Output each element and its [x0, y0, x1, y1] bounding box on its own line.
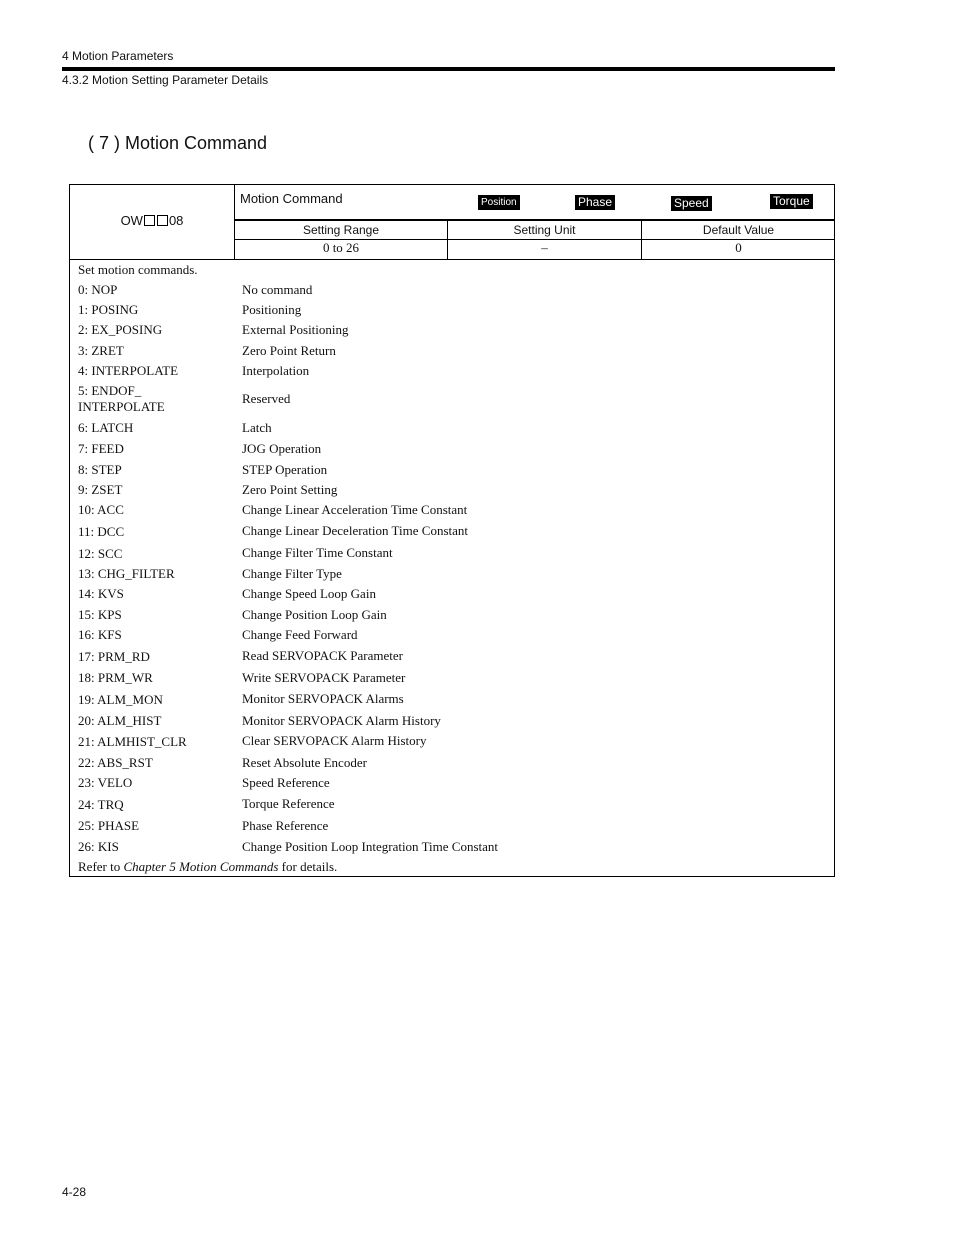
footer-prefix: Refer to: [78, 859, 124, 874]
mode-badge-position: Position: [478, 195, 520, 210]
command-code: 5: ENDOF_ INTERPOLATE: [78, 383, 165, 414]
command-meaning: Torque Reference: [242, 796, 335, 811]
mode-badge-phase: Phase: [575, 195, 615, 210]
command-code: 18: PRM_WR: [78, 670, 153, 685]
command-meaning: Write SERVOPACK Parameter: [242, 670, 406, 685]
command-meaning: Interpolation: [242, 363, 310, 378]
command-code: 4: INTERPOLATE: [78, 363, 179, 378]
command-code: 24: TRQ: [78, 797, 124, 812]
command-code: 9: ZSET: [78, 482, 123, 497]
command-code: 2: EX_POSING: [78, 322, 163, 337]
placeholder-box-icon: [157, 215, 168, 226]
description-footer: [78, 859, 337, 875]
value-setting-range: 0 to 26: [235, 240, 448, 259]
register-suffix: 08: [168, 213, 184, 228]
command-meaning: Change Speed Loop Gain: [242, 586, 376, 601]
command-meaning: STEP Operation: [242, 462, 328, 477]
command-code: 15: KPS: [78, 607, 122, 622]
command-code: 22: ABS_RST: [78, 755, 153, 770]
command-code: 17: PRM_RD: [78, 649, 150, 664]
command-meaning: Reserved: [242, 391, 291, 406]
value-setting-unit: –: [448, 240, 642, 259]
header-chapter: 4 Motion Parameters: [62, 49, 174, 63]
page-number: 4-28: [62, 1185, 87, 1199]
header-setting-range: Setting Range: [235, 221, 448, 239]
command-code: 10: ACC: [78, 502, 124, 517]
command-meaning: External Positioning: [242, 322, 349, 337]
command-meaning: Clear SERVOPACK Alarm History: [242, 733, 427, 748]
command-code: 3: ZRET: [78, 343, 124, 358]
param-name: Motion Command: [240, 191, 343, 206]
mode-badge-torque: Torque: [770, 194, 813, 209]
command-meaning: Reset Absolute Encoder: [242, 755, 367, 770]
command-code: 16: KFS: [78, 627, 122, 642]
command-meaning: Change Feed Forward: [242, 627, 358, 642]
page-title: ( 7 ) Motion Command: [88, 133, 268, 153]
command-meaning: JOG Operation: [242, 441, 322, 456]
chapter-reference: Chapter 5 Motion Commands: [123, 859, 279, 874]
command-code: 13: CHG_FILTER: [78, 566, 175, 581]
command-code: 23: VELO: [78, 775, 133, 790]
header-default-value: Default Value: [702, 223, 775, 237]
command-code: 26: KIS: [78, 839, 119, 854]
parameter-table: [69, 184, 835, 877]
command-code: 11: DCC: [78, 524, 125, 539]
command-meaning: Change Filter Type: [242, 566, 342, 581]
description-intro: Set motion commands.: [78, 262, 198, 277]
command-code: 6: LATCH: [78, 420, 134, 435]
command-code: 12: SCC: [78, 546, 123, 561]
command-meaning: Monitor SERVOPACK Alarms: [242, 691, 404, 706]
command-meaning: Phase Reference: [242, 818, 329, 833]
command-code: 1: POSING: [78, 302, 139, 317]
register-cell: [70, 185, 235, 259]
command-meaning: Change Position Loop Gain: [242, 607, 387, 622]
command-meaning: Positioning: [242, 302, 302, 317]
header-setting-unit: Setting Unit: [448, 221, 642, 239]
mode-badge-speed: Speed: [671, 196, 712, 211]
command-meaning: Change Linear Acceleration Time Constant: [242, 502, 468, 517]
header-rule: [62, 67, 835, 71]
header-section: 4.3.2 Motion Setting Parameter Details: [62, 73, 269, 87]
register-name: [70, 213, 234, 228]
command-meaning: Change Position Loop Integration Time Constant: [242, 839, 499, 854]
value-default-value: 0: [735, 240, 742, 255]
command-meaning: No command: [242, 282, 313, 297]
description-cell: [70, 259, 834, 874]
placeholder-box-icon: [144, 215, 155, 226]
command-meaning: Zero Point Return: [242, 343, 336, 358]
command-code: 21: ALMHIST_CLR: [78, 734, 187, 749]
command-code: 25: PHASE: [78, 818, 140, 833]
command-meaning: Monitor SERVOPACK Alarm History: [242, 713, 441, 728]
command-code: 8: STEP: [78, 462, 122, 477]
command-meaning: Change Filter Time Constant: [242, 545, 393, 560]
command-meaning: Latch: [242, 420, 272, 435]
command-meaning: Read SERVOPACK Parameter: [242, 648, 403, 663]
command-code: 19: ALM_MON: [78, 692, 163, 707]
register-prefix: OW: [120, 213, 143, 228]
column-headers: [235, 221, 835, 240]
footer-suffix: for details.: [278, 859, 338, 874]
command-meaning: Speed Reference: [242, 775, 330, 790]
command-meaning: Zero Point Setting: [242, 482, 338, 497]
param-name-row: [235, 185, 835, 221]
command-code: 20: ALM_HIST: [78, 713, 162, 728]
command-code: 0: NOP: [78, 282, 118, 297]
command-meaning: Change Linear Deceleration Time Constant: [242, 523, 469, 538]
command-code: 7: FEED: [78, 441, 124, 456]
column-values: [235, 240, 835, 259]
command-code: 14: KVS: [78, 586, 124, 601]
